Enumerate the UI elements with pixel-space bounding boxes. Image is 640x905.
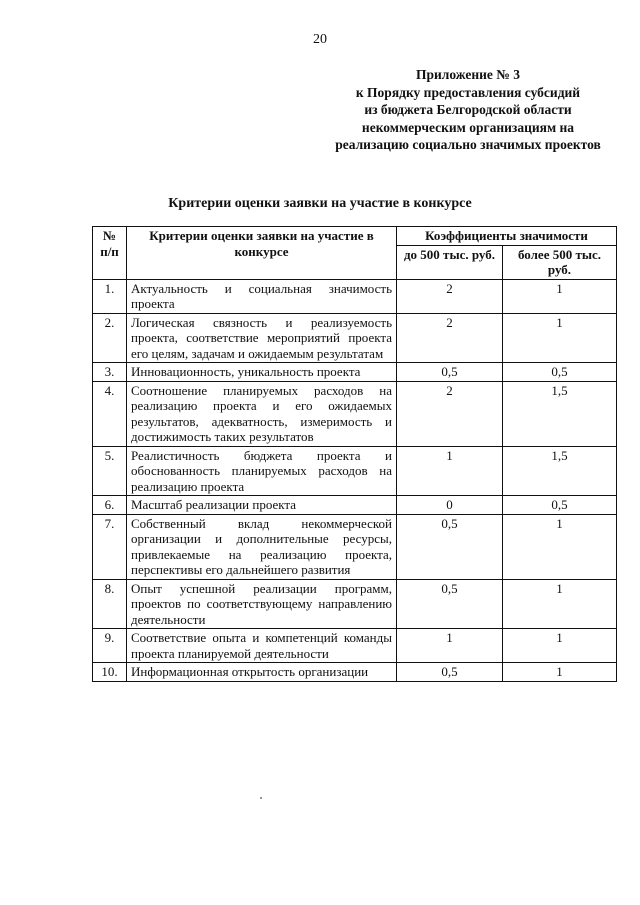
row-number: 5. — [93, 446, 127, 496]
criterion-text: Реалистичность бюджета проекта и обоснованность планируемых расходов на реализацию проекта — [127, 446, 397, 496]
row-number: 1. — [93, 279, 127, 313]
coefficient-under-500: 0,5 — [397, 514, 503, 579]
coefficient-under-500: 0 — [397, 496, 503, 515]
coefficient-over-500: 1 — [503, 313, 617, 363]
row-number: 8. — [93, 579, 127, 629]
header-over-500: более 500 тыс. руб. — [503, 245, 617, 279]
table-body — [93, 279, 617, 681]
table-row — [93, 279, 617, 313]
coefficient-over-500: 1 — [503, 629, 617, 663]
appendix-line: некоммерческим организациям на — [361, 119, 575, 135]
table-row — [93, 579, 617, 629]
appendix-line: из бюджета Белгородской области — [364, 102, 572, 117]
coefficient-under-500: 1 — [397, 629, 503, 663]
coefficient-under-500: 2 — [397, 381, 503, 446]
table-header-row — [93, 227, 617, 246]
criterion-text: Актуальность и социальная значимость проекта — [127, 279, 397, 313]
table-row — [93, 381, 617, 446]
appendix-header — [318, 66, 618, 154]
header-under-500: до 500 тыс. руб. — [397, 245, 503, 279]
row-number: 7. — [93, 514, 127, 579]
coefficient-over-500: 1 — [503, 663, 617, 682]
criterion-text: Информационная открытость организации — [127, 663, 397, 682]
document-title: Критерии оценки заявки на участие в конкурсе — [168, 196, 472, 211]
row-number: 4. — [93, 381, 127, 446]
table-row — [93, 313, 617, 363]
coefficient-over-500: 1 — [503, 514, 617, 579]
table-row — [93, 363, 617, 382]
scan-speck — [260, 797, 262, 799]
criterion-text: Логическая связность и реализуемость проекта, соответствие мероприятий проекта его целям, задачам и ожидаемым результатам — [127, 313, 397, 363]
criterion-text: Соотношение планируемых расходов на реализацию проекта и его ожидаемых результатов, адекватность, измеримость и достижимость таких результатов — [127, 381, 397, 446]
header-coefficients: Коэффициенты значимости — [397, 227, 617, 246]
coefficient-under-500: 0,5 — [397, 663, 503, 682]
coefficient-under-500: 1 — [397, 446, 503, 496]
row-number: 10. — [93, 663, 127, 682]
row-number: 9. — [93, 629, 127, 663]
criterion-text: Масштаб реализации проекта — [127, 496, 397, 515]
page-number: 20 — [313, 32, 327, 47]
row-number: 2. — [93, 313, 127, 363]
criterion-text: Собственный вклад некоммерческой организации и дополнительные ресурсы, привлекаемые на реализацию проекта, перспективы его дальнейшего развития — [127, 514, 397, 579]
coefficient-under-500: 2 — [397, 279, 503, 313]
coefficient-under-500: 2 — [397, 313, 503, 363]
coefficient-over-500: 0,5 — [503, 363, 617, 382]
table-row — [93, 629, 617, 663]
coefficient-under-500: 0,5 — [397, 579, 503, 629]
row-number: 3. — [93, 363, 127, 382]
table-row — [93, 514, 617, 579]
criteria-table — [92, 226, 617, 682]
appendix-line: Приложение № 3 — [416, 67, 520, 82]
header-number: № п/п — [93, 227, 127, 280]
coefficient-over-500: 1,5 — [503, 446, 617, 496]
criterion-text: Опыт успешной реализации программ, проектов по соответствующему направлению деятельности — [127, 579, 397, 629]
table-row — [93, 496, 617, 515]
header-criteria: Критерии оценки заявки на участие в конкурсе — [127, 227, 397, 280]
coefficient-over-500: 0,5 — [503, 496, 617, 515]
criterion-text: Соответствие опыта и компетенций команды проекта планируемой деятельности — [127, 629, 397, 663]
coefficient-over-500: 1 — [503, 279, 617, 313]
table-row — [93, 446, 617, 496]
coefficient-under-500: 0,5 — [397, 363, 503, 382]
coefficient-over-500: 1,5 — [503, 381, 617, 446]
criterion-text: Инновационность, уникальность проекта — [127, 363, 397, 382]
appendix-line: к Порядку предоставления субсидий — [355, 84, 581, 100]
appendix-line: реализацию социально значимых проектов — [335, 137, 601, 152]
coefficient-over-500: 1 — [503, 579, 617, 629]
table-row — [93, 663, 617, 682]
row-number: 6. — [93, 496, 127, 515]
